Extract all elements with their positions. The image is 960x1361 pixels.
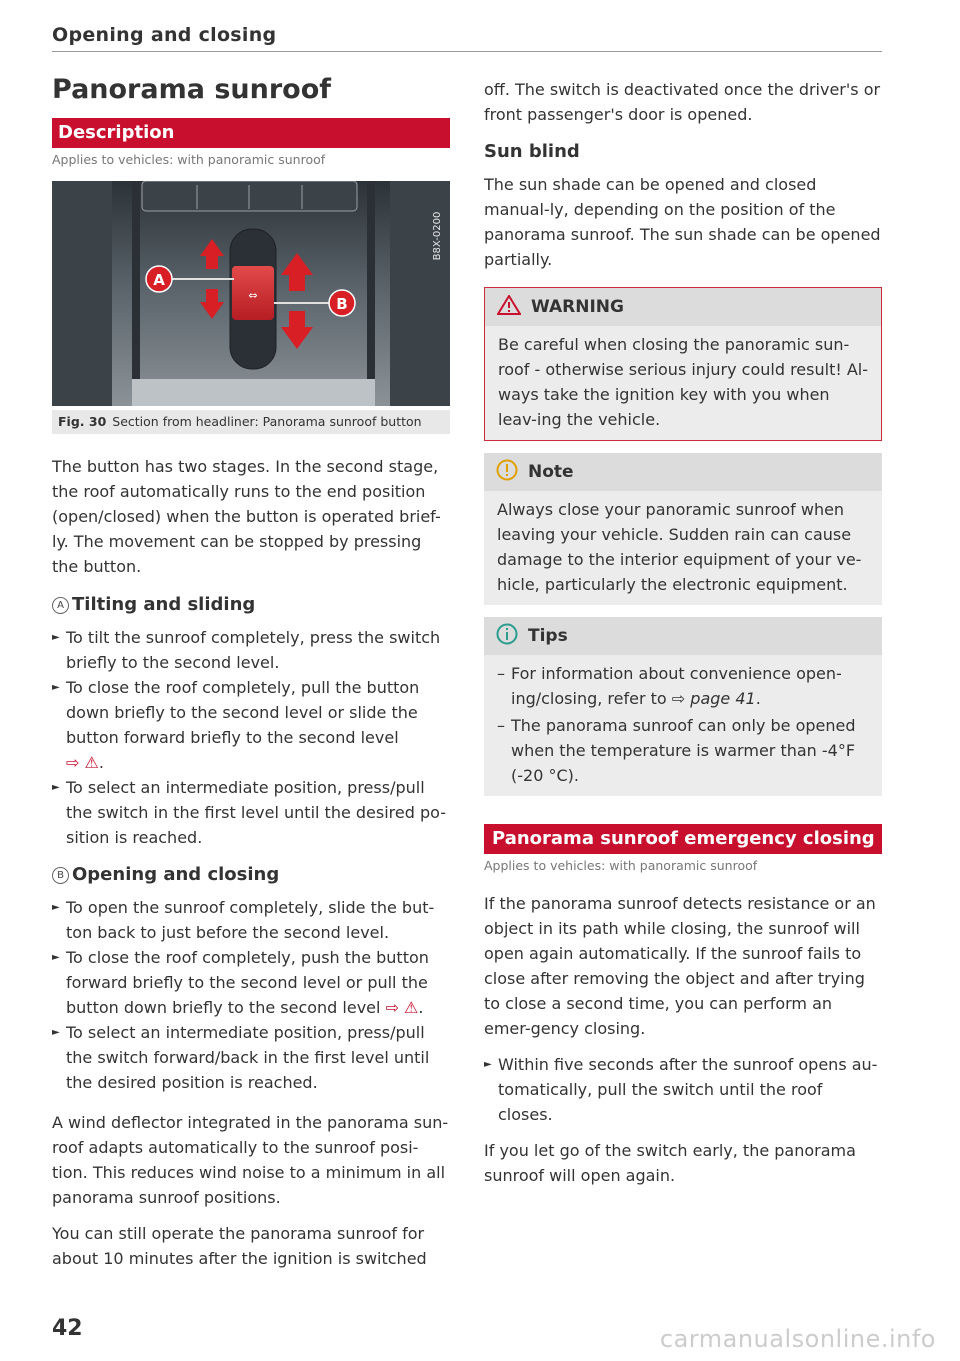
emergency-bullet: ► Within five seconds after the sunroof opens au-tomatically, pull the switch until the roof closes.: [484, 1052, 882, 1127]
section-header: Opening and closing: [52, 24, 277, 46]
list-item-text: To close the roof completely, push the button forward briefly to the second level or pull the button down briefly to the second level: [66, 948, 429, 1017]
list-item: – For information about convenience open-ing/closing, refer to ⇨ page 41.: [497, 661, 870, 711]
exclamation-circle-icon: [496, 459, 518, 486]
intro-paragraph: The button has two stages. In the second stage, the roof automatically runs to the end position (open/closed) when the button is operated brief-ly. The movement can be stopped by pressing the button.: [52, 457, 441, 576]
description-bar: Description: [52, 118, 450, 148]
page-title: Panorama sunroof: [52, 74, 332, 105]
sun-blind-heading: Sun blind: [484, 141, 580, 162]
figure-label-b: B: [336, 295, 348, 313]
warning-ref-icon[interactable]: ⇨ ⚠: [385, 998, 419, 1017]
page-number: 42: [52, 1316, 83, 1341]
list-item: ► To open the sunroof completely, slide the but-ton back to just before the second level.: [52, 895, 450, 945]
caption-text: Section from headliner: Panorama sunroof button: [112, 414, 422, 429]
deflector-paragraph: A wind deflector integrated in the panorama sun-roof adapts automatically to the sunroof posi-tion. This reduces wind noise to a minimum in all panorama sunroof positions.: [52, 1113, 449, 1207]
list-item-text: To close the roof completely, pull the button down briefly to the second level or slide the button forward briefly to the second level: [66, 678, 420, 747]
list-item: ► To close the roof completely, pull the button down briefly to the second level or slide the button forward briefly to the second level ⇨ ⚠.: [52, 675, 450, 775]
note-header: [484, 453, 882, 491]
warning-ref-icon[interactable]: ⇨ ⚠: [66, 753, 99, 772]
figure-caption: [52, 410, 450, 434]
tips-item1-text: For information about convenience open-ing/closing, refer to: [511, 664, 842, 708]
list-item: ► To close the roof completely, push the button forward briefly to the second level or pull the button down briefly to the second level ⇨ ⚠.: [52, 945, 450, 1020]
tips-header: [484, 617, 882, 655]
list-item: – The panorama sunroof can only be opened when the temperature is warmer than -4°F (-20 °C).: [497, 713, 870, 788]
still-operate-paragraph: You can still operate the panorama sunroof for about 10 minutes after the ignition is switched: [52, 1224, 427, 1268]
header-rule: [52, 51, 882, 52]
marker-b: B: [52, 867, 69, 884]
page-reference-link[interactable]: ⇨ page 41: [671, 689, 756, 708]
caption-number: Fig. 30: [58, 414, 107, 429]
list-item: ► To select an intermediate position, press/pull the switch forward/back in the first level until the desired position is reached.: [52, 1020, 450, 1095]
emergency-applies: Applies to vehicles: with panoramic sunroof: [484, 858, 758, 873]
opening-heading: [52, 864, 450, 885]
note-text: Always close your panoramic sunroof when leaving your vehicle. Sudden rain can cause damage to the interior equipment of your ve-hicle, particularly the electronic equipment.: [484, 491, 882, 605]
tilting-list: [52, 625, 450, 850]
right-column: [484, 77, 882, 1188]
warning-title: WARNING: [531, 297, 624, 317]
opening-heading-text: Opening and closing: [72, 864, 280, 885]
tips-title: Tips: [528, 626, 568, 646]
warning-box: [484, 287, 882, 441]
info-circle-icon: [496, 623, 518, 650]
applies-note: Applies to vehicles: with panoramic sunroof: [52, 152, 326, 167]
svg-text:⇔: ⇔: [248, 289, 258, 302]
figure-30: [52, 181, 450, 434]
figure-label-a: A: [153, 271, 165, 289]
page-reference-text: page 41: [690, 689, 756, 708]
note-title: Note: [528, 462, 574, 482]
warning-text: Be careful when closing the panoramic sun-roof - otherwise serious injury could result! Al-ways take the ignition key with you when leav-ing the vehicle.: [485, 326, 881, 440]
emergency-final: If you let go of the switch early, the panorama sunroof will open again.: [484, 1141, 856, 1185]
tips-list: [484, 655, 882, 796]
emergency-paragraph: If the panorama sunroof detects resistance or an object in its path while closing, the sunroof will open again automatically. If the sunroof fails to close after removing the object and after trying to close a second time, you can perform an emer-gency closing.: [484, 894, 876, 1038]
sunroof-button-illustration: [52, 181, 450, 406]
continuation-paragraph: off. The switch is deactivated once the driver's or front passenger's door is opened.: [484, 80, 881, 124]
tips-box: [484, 617, 882, 796]
tilting-heading-text: Tilting and sliding: [72, 594, 256, 615]
warning-header: [485, 288, 881, 326]
watermark: carmanualsonline.info: [659, 1325, 936, 1353]
list-item: ► To select an intermediate position, press/pull the switch in the first level until the desired po-sition is reached.: [52, 775, 450, 850]
sun-blind-paragraph: The sun shade can be opened and closed manual-ly, depending on the position of the panorama sunroof. The sun shade can be opened partially.: [484, 175, 881, 269]
figure-code: B8X-0200: [432, 211, 443, 261]
marker-a: A: [52, 597, 69, 614]
opening-list: [52, 895, 450, 1095]
left-column: [52, 74, 450, 1271]
tilting-heading: [52, 594, 450, 615]
emergency-bar: Panorama sunroof emergency closing: [484, 824, 882, 854]
note-box: [484, 453, 882, 605]
list-item: ► To tilt the sunroof completely, press the switch briefly to the second level.: [52, 625, 450, 675]
warning-triangle-icon: [497, 295, 521, 320]
